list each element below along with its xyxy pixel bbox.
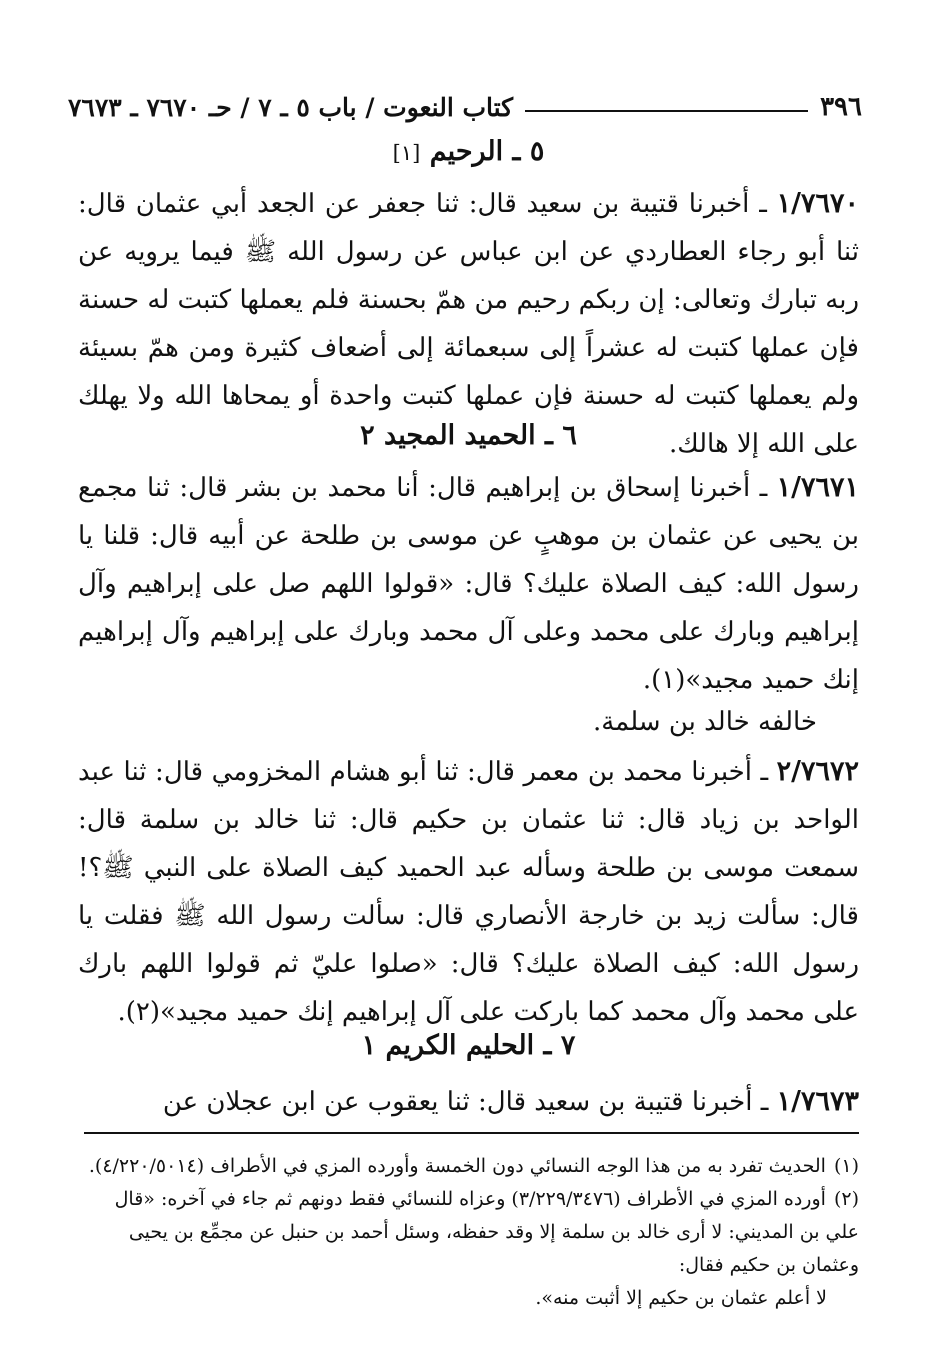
footnote-2 (78, 1183, 859, 1282)
heading-text: ٥ ـ الرحيم (429, 136, 545, 167)
hadith-number: ١/٧٦٧١ (776, 472, 860, 503)
footnote-1 (78, 1150, 859, 1183)
section-heading-hamid-majid (80, 420, 857, 451)
hadith-text: ـ أخبرنا قتيبة بن سعيد قال: ثنا يعقوب عن ابن عجلان عن (162, 1087, 769, 1117)
hadith-text: ـ أخبرنا محمد بن معمر قال: ثنا أبو هشام المخزومي قال: ثنا عبد الواحد بن زياد قال: ثنا عثمان بن حكيم قال: ثنا خالد بن سلمة قال: سمعت موسى بن طلحة وسأله عبد الحميد كيف الصلاة على النبي ﷺ؟! قال: سألت زيد بن خارجة الأنصاري قال: سألت رسول الله ﷺ فقلت يا رسول الله: كيف الصلاة عليك؟ قال: «صلوا عليّ ثم قولوا اللهم بارك على محمد وآل محمد كما باركت على آل إبراهيم إنك حميد مجيد»(٢). (78, 757, 859, 1027)
hadith-text: ـ أخبرنا قتيبة بن سعيد قال: ثنا جعفر عن الجعد أبي عثمان قال: ثنا أبو رجاء العطاردي عن ابن عباس عن رسول الله ﷺ فيما يرويه عن ربه تبارك وتعالى: إن ربكم رحيم من همّ بحسنة فلم يعملها كتبت له حسنة فإن عملها كتبت له عشراً إلى سبعمائة إلى أضعاف كثيرة ومن همّ بسيئة ولم يعملها كتبت له حسنة فإن عملها كتبت واحدة أو يمحاها الله ولا يهلك على الله إلا هالك. (78, 189, 859, 459)
hadith-7672 (78, 748, 859, 1036)
hadith-number: ١/٧٦٧٣ (776, 1086, 859, 1117)
heading-note: [١] (392, 141, 421, 165)
hadith-7673 (78, 1078, 859, 1126)
page-number: ٣٩٦ (820, 92, 862, 122)
footnote-2-continuation: لا أعلم عثمان بن حكيم إلا أثبت منه». (535, 1287, 827, 1309)
running-head: كتاب النعوت / باب ٥ ـ ٧ / حـ ٧٦٧٠ ـ ٧٦٧٣ (68, 93, 514, 122)
section-heading-rahim (80, 136, 857, 167)
footnote-text: الحديث تفرد به من هذا الوجه النسائي دون الخمسة وأورده المزي في الأطراف (٤/٢٢٠/٥٠١٤). (88, 1155, 826, 1177)
hadith-number: ٢/٧٦٧٢ (776, 756, 860, 787)
note-text: خالفه خالد بن سلمة. (592, 707, 817, 737)
footnotes (78, 1150, 859, 1315)
heading-text: ٦ ـ الحميد المجيد ٢ (360, 420, 577, 451)
footnote-number: (١) (833, 1155, 859, 1177)
note-line (78, 698, 817, 746)
footnote-text: أورده المزي في الأطراف (٣/٢٢٩/٣٤٧٦) وعزاه للنسائي فقط دونهم ثم جاء في آخره: «قال علي بن المديني: لا أرى خالد بن سلمة إلا وقد حفظه، وسئل أحمد بن حنبل عن مجمِّع بن يحيى وعثمان بن حكيم فقال: (114, 1188, 859, 1276)
page-header (68, 82, 862, 122)
hadith-number: ١/٧٦٧٠ (776, 188, 859, 219)
hadith-text: ـ أخبرنا إسحاق بن إبراهيم قال: أنا محمد بن بشر قال: ثنا مجمع بن يحيى عن عثمان بن موهبٍ عن موسى بن طلحة عن أبيه قال: قلنا يا رسول الله: كيف الصلاة عليك؟ قال: «قولوا اللهم صل على إبراهيم وآل إبراهيم وبارك على محمد وعلى آل محمد وبارك على إبراهيم وآل إبراهيم إنك حميد مجيد»(١). (78, 473, 859, 695)
heading-text: ٧ ـ الحليم الكريم ١ (361, 1030, 576, 1061)
footnote-separator (84, 1132, 859, 1134)
section-heading-halim-karim (80, 1030, 857, 1061)
header-rule (525, 110, 808, 112)
hadith-7671 (78, 464, 859, 704)
footnote-number: (٢) (833, 1188, 859, 1210)
